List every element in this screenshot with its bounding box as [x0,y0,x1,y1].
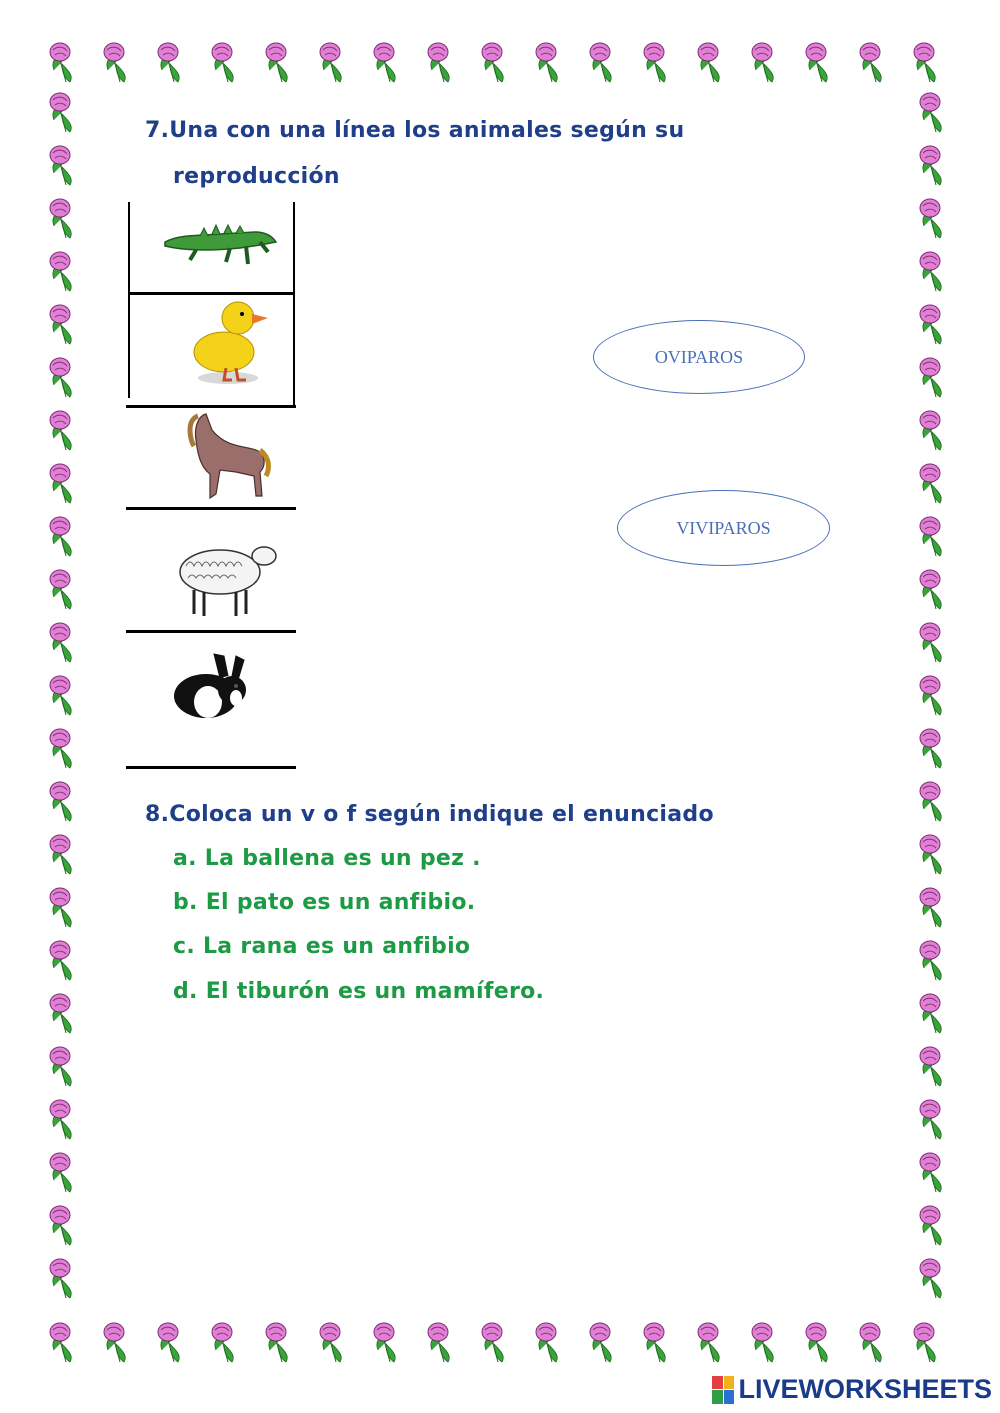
flower-icon [212,43,233,82]
flower-icon [806,43,827,82]
flower-icon [50,570,71,609]
flower-icon [536,43,557,82]
flower-icon [50,93,71,132]
flower-icon [50,411,71,450]
flower-icon [50,1323,71,1362]
flower-icon [920,1047,941,1086]
flower-icon [50,146,71,185]
flower-icon [920,411,941,450]
flower-icon [920,252,941,291]
rabbit-image [170,652,254,724]
flower-icon [158,43,179,82]
flower-icon [920,1259,941,1298]
sheep-image [170,536,278,620]
flower-icon [698,43,719,82]
statement-marker: b. [173,890,198,915]
flower-icon [50,1259,71,1298]
question8-title: 8.Coloca un v o f según indique el enunciado [145,802,714,827]
flower-icon [50,1206,71,1245]
statement-text: El tiburón es un mamífero. [205,979,545,1004]
statement-marker: d. [173,979,198,1004]
flower-icon [590,43,611,82]
flower-icon [920,199,941,238]
statement-text: El pato es un anfibio. [205,890,476,915]
flower-icon [374,1323,395,1362]
statement-marker: a. [173,846,197,871]
flower-icon [320,1323,341,1362]
flower-icon [50,941,71,980]
flower-icon [50,782,71,821]
flower-icon [50,888,71,927]
flower-icon [50,305,71,344]
flower-icon [920,623,941,662]
flower-icon [920,358,941,397]
flower-icon [860,43,881,82]
flower-icon [920,994,941,1033]
flower-icon [104,43,125,82]
crocodile-image [160,212,280,274]
flower-icon [50,1047,71,1086]
flower-icon [428,43,449,82]
statement-d [173,979,544,1004]
oviparos-oval[interactable]: OVIPAROS [593,320,805,394]
flower-icon [50,252,71,291]
flower-icon [920,464,941,503]
flower-icon [920,146,941,185]
flower-icon [212,1323,233,1362]
flower-icon [920,517,941,556]
flower-icon [50,676,71,715]
flower-icon [644,43,665,82]
statement-a [173,846,481,871]
flower-icon [698,1323,719,1362]
flower-icon [920,782,941,821]
flower-icon [482,1323,503,1362]
flower-icon [860,1323,881,1362]
flower-icon [920,941,941,980]
flower-icon [590,1323,611,1362]
statement-text: La rana es un anfibio [202,934,471,959]
flower-icon [920,1206,941,1245]
flower-icon [158,1323,179,1362]
brand-name: LIVEWORKSHEETS [738,1374,992,1404]
duckling-image [188,296,270,388]
statement-marker: c. [173,934,195,959]
flower-icon [266,43,287,82]
flower-icon [752,43,773,82]
flower-icon [50,464,71,503]
liveworksheets-logo [712,1374,992,1405]
statement-text: La ballena es un pez . [204,846,481,871]
flower-icon [920,729,941,768]
flower-icon [914,1323,935,1362]
statement-c [173,934,470,959]
statement-b [173,890,475,915]
flower-icon [266,1323,287,1362]
flower-icon [920,305,941,344]
flower-icon [920,888,941,927]
flower-icon [50,994,71,1033]
flower-icon [920,1153,941,1192]
flower-icon [482,43,503,82]
flower-icon [50,1153,71,1192]
viviparos-oval[interactable]: VIVIPAROS [617,490,830,566]
flower-icon [104,1323,125,1362]
flower-icon [428,1323,449,1362]
flower-icon [752,1323,773,1362]
flower-icon [50,729,71,768]
flower-icon [644,1323,665,1362]
flower-icon [806,1323,827,1362]
flower-icon [50,517,71,556]
flower-icon [920,570,941,609]
flower-icon [50,358,71,397]
flower-icon [50,623,71,662]
flower-icon [920,835,941,874]
flower-icon [50,835,71,874]
flower-icon [914,43,935,82]
flower-icon [50,199,71,238]
flower-icon [374,43,395,82]
question7-title-line2: reproducción [173,164,340,189]
brand-icon [712,1376,734,1404]
question7-title-line1: 7.Una con una línea los animales según su [145,118,685,143]
flower-icon [920,676,941,715]
horse-image [176,410,272,504]
flower-icon [920,93,941,132]
flower-icon [536,1323,557,1362]
flower-icon [50,43,71,82]
flower-icon [920,1100,941,1139]
flower-icon [320,43,341,82]
flower-icon [50,1100,71,1139]
